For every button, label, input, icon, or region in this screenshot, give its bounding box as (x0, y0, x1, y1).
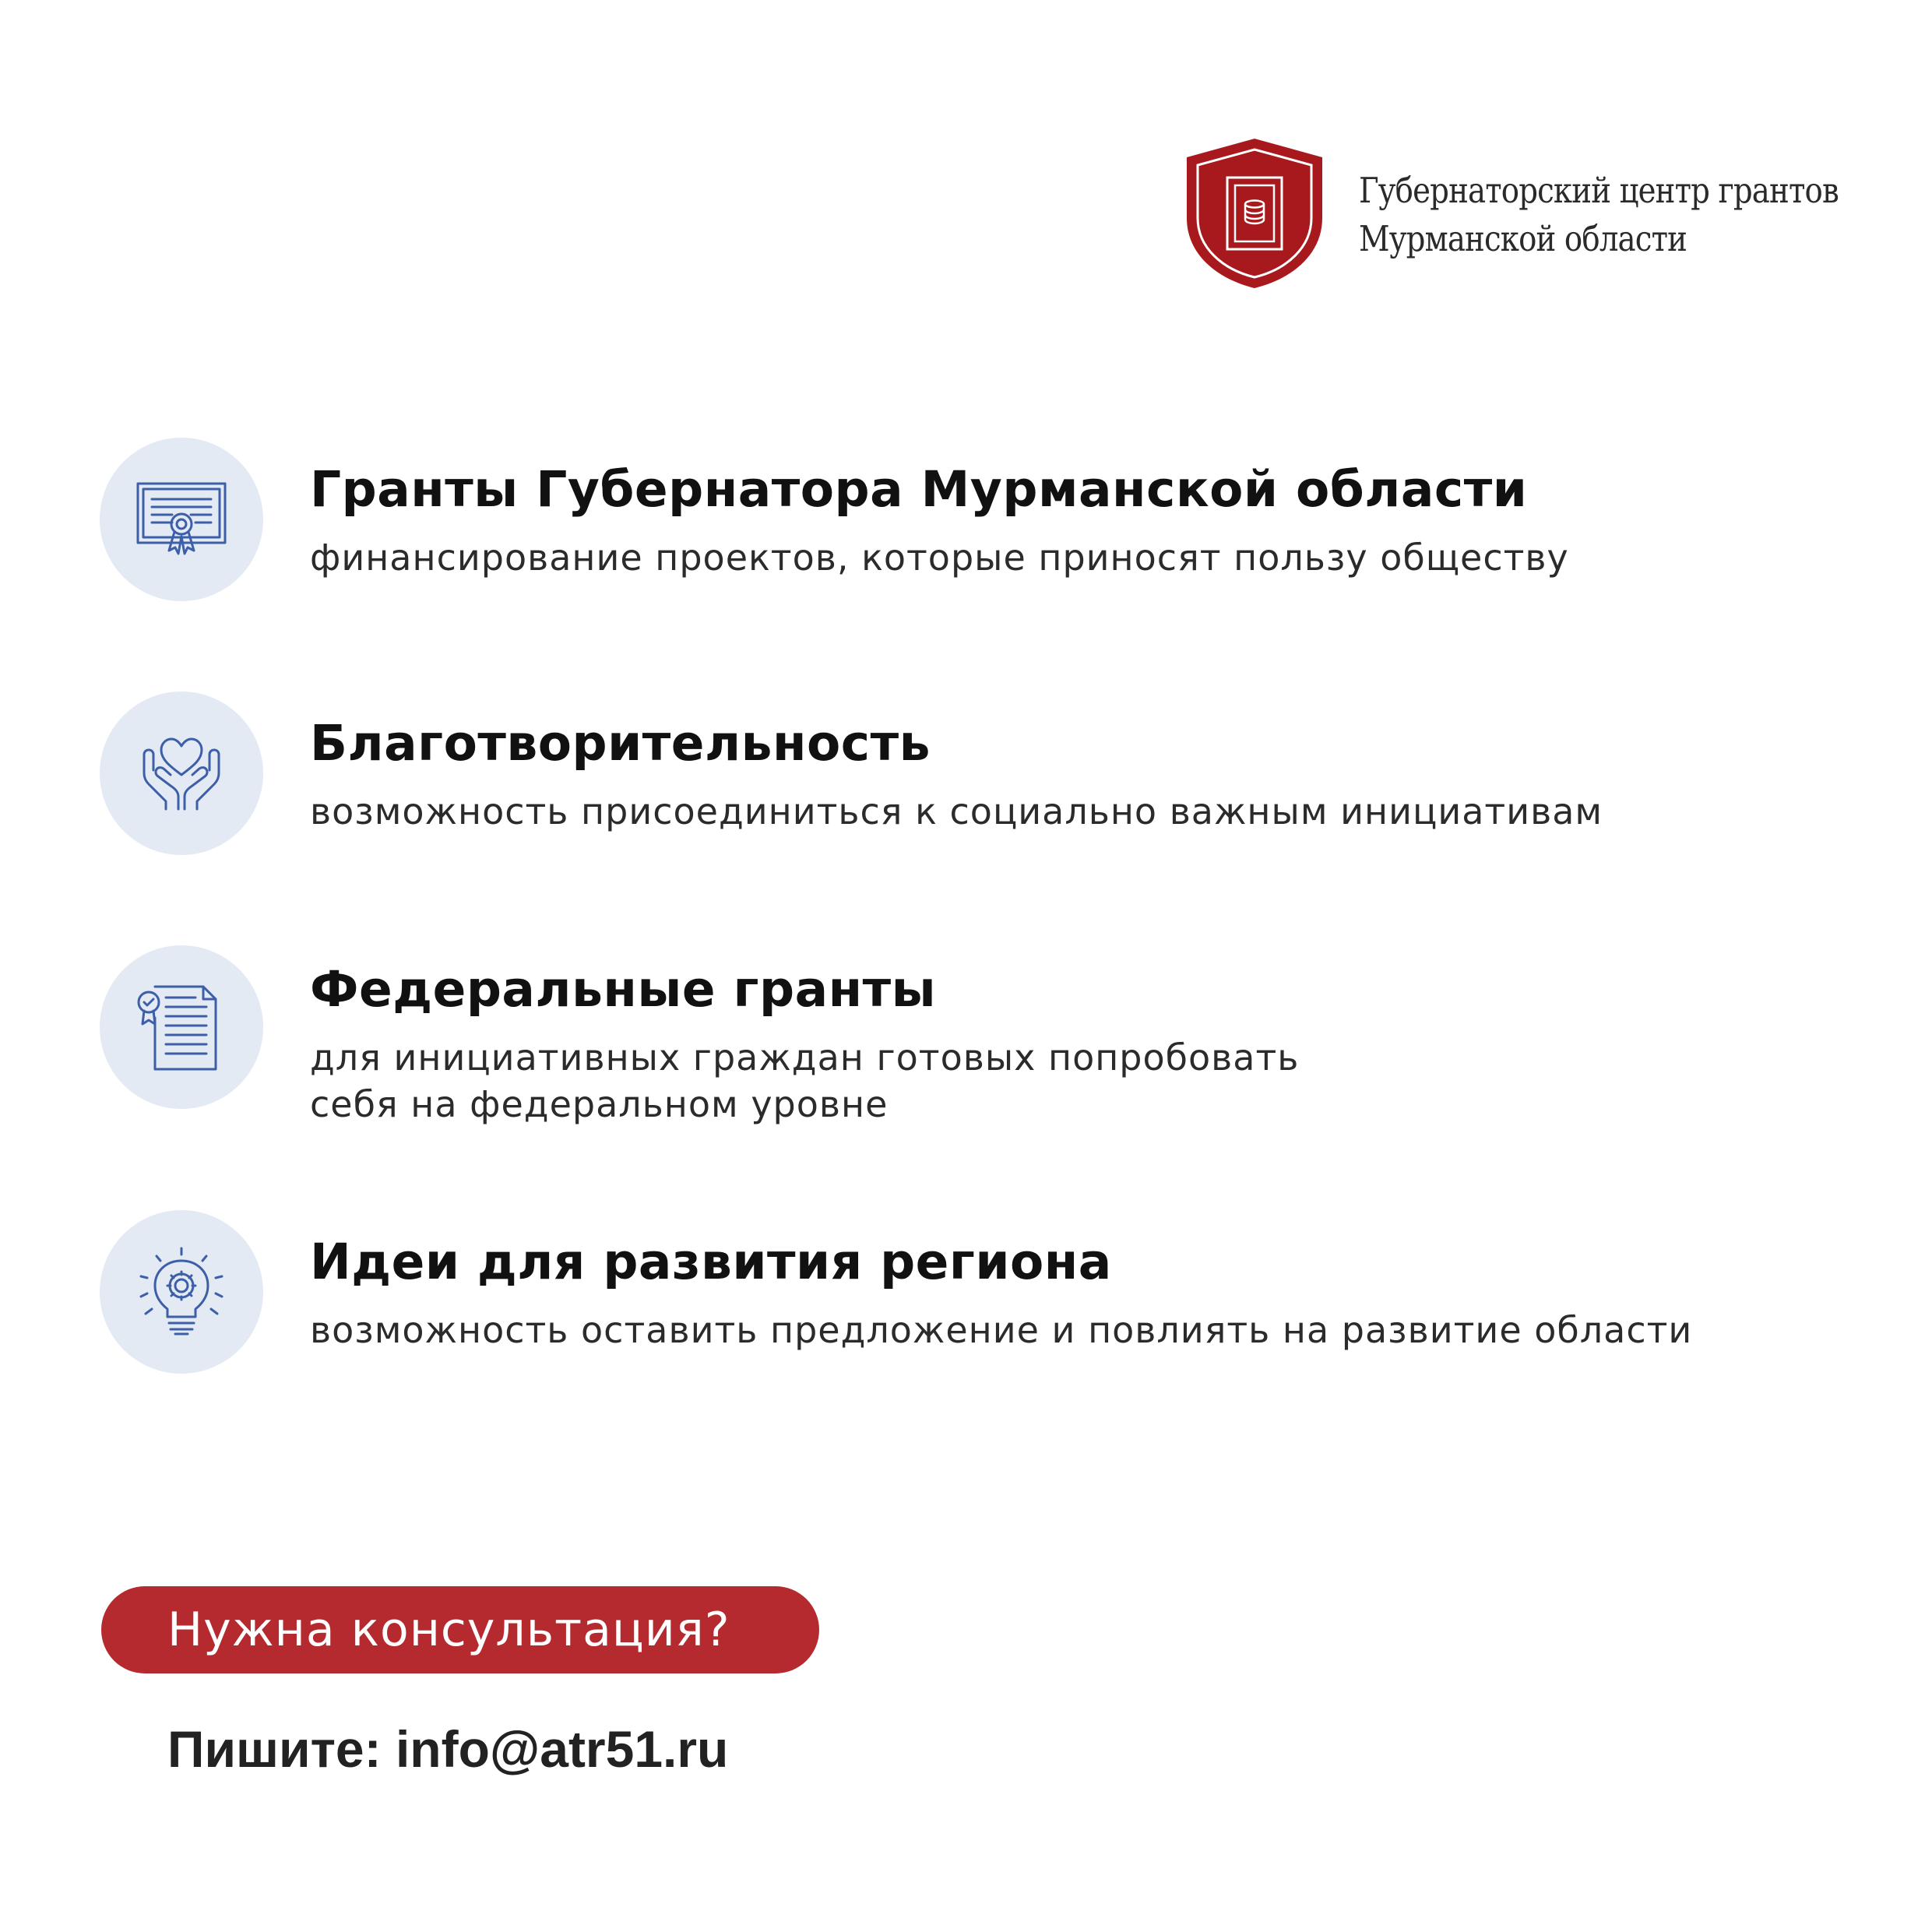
item-title: Идеи для развития региона (310, 1233, 1112, 1290)
item-title: Гранты Губернатора Мурманской области (310, 461, 1528, 518)
item-description (310, 788, 1603, 835)
item-description-line: возможность оставить предложение и повлиять на развитие области (310, 1309, 1693, 1351)
logo-line-1: Губернаторский центр грантов (1359, 170, 1839, 211)
item-title: Благотворительность (310, 715, 931, 772)
item-description-line: финансирование проектов, которые приносят пользу обществу (310, 537, 1569, 579)
feature-item-charity (100, 692, 1852, 863)
item-description-line: для инициативных граждан готовых попробовать (310, 1036, 1300, 1079)
feature-item-governor-grants (100, 438, 1852, 609)
heart-hands-icon (135, 727, 228, 820)
feature-item-federal-grants (100, 945, 1852, 1148)
icon-circle (100, 945, 263, 1109)
logo-line-2: Мурманской области (1359, 218, 1687, 259)
certificate-icon (135, 473, 228, 566)
logo (1184, 137, 1839, 293)
icon-circle (100, 692, 263, 855)
contact-email-text: Пишите: info@atr51.ru (167, 1720, 729, 1778)
icon-circle (100, 1210, 263, 1374)
logo-text (1359, 167, 1839, 263)
shield-logo-icon (1184, 137, 1325, 290)
item-title: Федеральные гранты (310, 961, 937, 1018)
item-description (310, 1307, 1692, 1353)
feature-item-region-ideas (100, 1210, 1852, 1381)
document-seal-icon (135, 980, 228, 1074)
icon-circle (100, 438, 263, 601)
item-description-line: возможность присоединиться к социально важным инициативам (310, 790, 1603, 832)
lightbulb-gear-icon (135, 1245, 228, 1339)
item-description-line: себя на федеральном уровне (310, 1083, 889, 1125)
item-description (310, 1034, 1299, 1128)
item-description (310, 534, 1569, 581)
consultation-button[interactable]: Нужна консультация? (101, 1586, 819, 1673)
